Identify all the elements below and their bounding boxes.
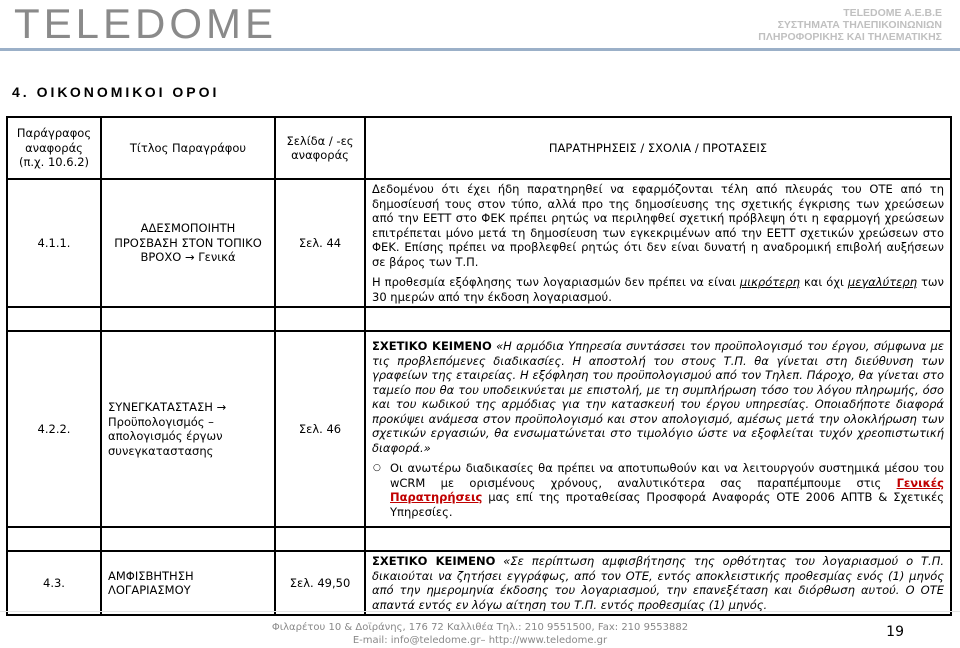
row-separator — [7, 307, 951, 331]
table-row — [7, 551, 951, 615]
footer-divider — [0, 611, 960, 612]
row-number: 4.3. — [7, 551, 101, 615]
row-number: 4.2.2. — [7, 331, 101, 527]
table-header-row — [7, 117, 951, 179]
bullet-list — [372, 461, 944, 519]
row-comment — [365, 179, 951, 307]
row-title-main: ΑΜΦΙΣΒΗΤΗΣΗ ΛΟΓΑΡΙΑΣΜΟΥ — [108, 568, 194, 597]
row-title — [101, 179, 275, 307]
emphasis-text: μεγαλύτερη — [847, 275, 917, 289]
comment-paragraph — [372, 554, 944, 612]
arrow-right-icon: → — [184, 250, 195, 265]
company-name-block — [758, 7, 942, 43]
company-name-line: TELEDOME A.E.B.E — [843, 7, 942, 19]
quoted-text: «Σε περίπτωση αμφισβήτησης της ορθότητας του λογαριασμού ο Τ.Π. δικαιούται να ζητήσει εγγράφως, από τον ΟΤΕ, εντός αποκλειστικής προθεσμίας ενός (1) μηνός από την ημερομηνία έκδοσης του λογαριασμού, την επανεξέταση και διόρθωση αυτού. Ο ΟΤΕ απαντά εντός εν λόγω αίτηση του Τ.Π. εντός προθεσμίας (1) μηνός. — [372, 554, 945, 612]
row-title — [101, 331, 275, 527]
row-title — [101, 551, 275, 615]
general-remarks-link: Γενικές Παρατηρήσεις — [390, 475, 944, 504]
list-item: ○ Οι ανωτέρω διαδικασίες θα πρέπει να αποτυπωθούν και να λειτουργούν συστημικά μέσου του wCRM με ορισμένους χρόνους, αναλυτικότερα σας παραπέμπουμε στις Γενικές Παρατηρήσεις μας επί της προταθείσας Προσφορά Αναφοράς ΟΤΕ 2006 ΑΠΤΒ & Σχετικές Υπηρεσίες. — [390, 461, 944, 519]
header-paragraph: Παράγραφος αναφοράς (π.χ. 10.6.2) — [7, 117, 101, 179]
row-page: Σελ. 46 — [275, 331, 365, 527]
arrow-right-icon: → — [216, 400, 227, 414]
related-text-label: ΣΧΕΤΙΚΟ ΚΕΙΜΕΝΟ — [372, 339, 492, 353]
footer-contact: E-mail: info@teledome.gr– http://www.teledome.gr — [352, 635, 608, 646]
company-tagline-line: ΣΥΣΤΗΜΑΤΑ ΤΗΛΕΠΙΚΟΙΝΩΝΙΩΝ — [777, 19, 942, 31]
row-title-main: ΣΥΝΕΓΚΑΤΑΣΤΑΣΗ — [108, 400, 213, 414]
row-title-sub: Προϋπολογισμός – απολογισμός έργων συνεγκαταστασης — [108, 414, 223, 458]
comment-paragraph: Δεδομένου ότι έχει ήδη παρατηρηθεί να εφαρμόζονται τέλη από πλευράς του ΟΤΕ από τη δημοσίευσή τους στον τύπο, αλλά προ της δημοσίευσης της σχετικής έγκρισης των χρεώσεων από την ΕΕΤΤ στο ΦΕΚ πρέπει ρητώς να περιληφθεί σχετική πρόβλεψη ότι η εφαρμογή χρεώσεων επιτρέπεται μόνο μετά τη δημοσίευση των εγκεκριμένων από την ΕΕΤΤ σχετικών χρεώσεων στο ΦΕΚ. Επίσης πρέπει να προβλεφθεί ρητώς ότι δεν είναι δυνατή η αναδρομική επιβολή αυξήσεων σε βάρος των Τ.Π. — [372, 182, 944, 269]
table-row — [7, 179, 951, 307]
page-number: 19 — [886, 624, 904, 640]
header-comments: ΠΑΡΑΤΗΡΗΣΕΙΣ / ΣΧΟΛΙΑ / ΠΡΟΤΑΣΕΙΣ — [365, 117, 951, 179]
table-row — [7, 331, 951, 527]
header-title: Τίτλος Παραγράφου — [101, 117, 275, 179]
row-title-main: ΑΔΕΣΜΟΠΟΙΗΤΗ ΠΡΟΣΒΑΣΗ ΣΤΟΝ ΤΟΠΙΚΟ ΒΡΟΧΟ — [114, 221, 262, 265]
row-title-sub: Γενικά — [198, 250, 236, 265]
row-number: 4.1.1. — [7, 179, 101, 307]
footer-address: Φιλαρέτου 10 & Δοϊράνης, 176 72 Καλλιθέα Τηλ.: 210 9551500, Fax: 210 9553882 — [271, 622, 689, 633]
header-page: Σελίδα / -ες αναφοράς — [275, 117, 365, 179]
company-tagline-line: ΠΛΗΡΟΦΟΡΙΚΗΣ ΚΑΙ ΤΗΛΕΜΑΤΙΚΗΣ — [758, 31, 942, 43]
row-comment — [365, 551, 951, 615]
header-divider — [0, 48, 960, 51]
row-page: Σελ. 49,50 — [275, 551, 365, 615]
quoted-text: «Η αρμόδια Υπηρεσία συντάσσει τον προϋπολογισμό του έργου, σύμφωνα με τις προβλεπόμενες διαδικασίες. Η αποστολή του στους Τ.Π. θα γίνεται στη διεύθυνση των γραφείων της εταιρείας. Η εξόφληση του προϋπολογισμού από τον Τηλεπ. Πάροχο, θα γίνεται στο ταμείο που θα του υποδεικνύεται με επιστολή, με τη συμπλήρωση τόσο του λόγου πληρωμής, όσο και του κωδικού της αρμόδιας για την κατασκευή του έργου υπηρεσίας. Οποιαδήποτε διαφορά προκύψει ανάμεσα στον προϋπολογισμό και στον απολογισμό, αμέσως μετά την ολοκλήρωση των σχετικών εργασιών, θα ενσωματώνεται στο τιμολόγιο ώστε να εξοφλείται τυχόν χρεοπιστωτική διαφορά.» — [372, 339, 945, 455]
row-separator — [7, 527, 951, 551]
section-title: 4. ΟΙΚΟΝΟΜΙΚΟΙ ΟΡΟΙ — [12, 84, 220, 100]
emphasis-text: μικρότερη — [739, 275, 800, 289]
related-text-label: ΣΧΕΤΙΚΟ ΚΕΙΜΕΝΟ — [372, 554, 496, 568]
company-logo: TELEDOME — [14, 0, 278, 47]
comments-table — [6, 116, 952, 616]
row-page: Σελ. 44 — [275, 179, 365, 307]
comment-paragraph: Η προθεσμία εξόφλησης των λογαριασμών δεν πρέπει να είναι μικρότερη και όχι μεγαλύτερη των 30 ημερών από την έκδοση λογαριασμού. — [372, 275, 944, 304]
row-comment — [365, 331, 951, 527]
comment-paragraph — [372, 339, 944, 455]
